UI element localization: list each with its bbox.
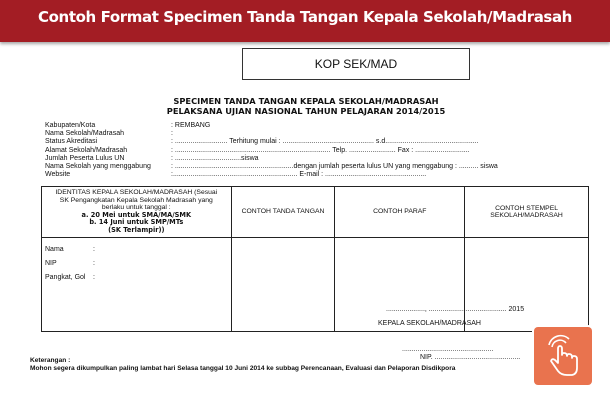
info-label: Nama Sekolah yang menggabung <box>45 162 151 170</box>
specimen-document <box>16 48 596 400</box>
person-row <box>45 271 228 285</box>
info-value: : ..................................siswa <box>171 154 259 162</box>
stamp-cell <box>465 237 589 331</box>
title-banner <box>0 0 610 42</box>
sign-date: ...................., ........................................ 2015 <box>386 306 525 313</box>
info-label: Website <box>45 171 71 179</box>
note-text: Mohon segera dikumpulkan paling lambat hari Selasa tanggal 10 Juni 2014 ke subbag Perencanaan, Evaluasi dan Pelaporan Disdikpora <box>30 365 456 372</box>
info-value: : <box>171 130 173 138</box>
table-header-row <box>42 187 589 238</box>
info-row <box>45 122 498 130</box>
stamp-column-header: CONTOH STEMPEL SEKOLAH/MADRASAH <box>465 187 589 238</box>
person-label: Nama <box>45 245 64 253</box>
sign-name-line: ............................................... <box>402 346 494 353</box>
identity-header <box>42 187 232 238</box>
person-value: : <box>93 259 95 267</box>
person-row <box>45 257 228 271</box>
info-value: : ........................... Terhitung mulai : ............................................... s.d................................................ <box>171 138 479 146</box>
banner-title: Contoh Format Specimen Tanda Tangan Kepala Sekolah/Madrasah <box>38 8 572 26</box>
table-row <box>42 237 589 331</box>
info-value: :................................................................ E-mail : .................................................... <box>171 171 427 179</box>
sign-title: KEPALA SEKOLAH/MADRASAH <box>378 320 481 327</box>
kop-box: KOP SEK/MAD <box>242 48 470 80</box>
info-value: : REMBANG <box>171 122 211 129</box>
info-label: Nama Sekolah/Madrasah <box>45 130 124 138</box>
person-label: NIP <box>45 259 57 267</box>
info-label: Status Akreditasi <box>45 138 98 146</box>
paraf-cell <box>335 237 465 331</box>
document-title: SPECIMEN TANDA TANGAN KEPALA SEKOLAH/MADRASAH <box>173 96 439 106</box>
info-row <box>45 155 498 163</box>
paraf-column-header: CONTOH PARAF <box>335 187 465 238</box>
sign-nip: NIP. ............................................ <box>420 354 521 361</box>
hand-tap-icon[interactable] <box>534 327 592 385</box>
identity-attachment: (SK Terlampir)) <box>108 225 165 234</box>
document-subtitle: PELAKSANA UJIAN NASIONAL TAHUN PELAJARAN 2014/2015 <box>166 106 446 116</box>
hand-tap-icon-glyph <box>534 327 592 385</box>
identity-date-a: a. 20 Mei untuk SMA/MA/SMK <box>81 210 192 219</box>
notes <box>30 357 455 373</box>
person-value: : <box>93 245 95 253</box>
info-row <box>45 163 498 171</box>
signature-column-header: CONTOH TANDA TANGAN <box>231 187 335 238</box>
school-info <box>45 122 498 179</box>
info-row <box>45 130 498 138</box>
identity-line: IDENTITAS KEPALA SEKOLAH/MADRASAH (Sesuai <box>55 189 218 196</box>
person-label: Pangkat, Gol <box>45 273 86 281</box>
person-row <box>45 243 228 257</box>
info-row <box>45 171 498 179</box>
signature-cell <box>231 237 335 331</box>
identity-line: SK Pengangkatan Kepala Sekolah Madrasah yang <box>59 196 213 204</box>
info-row <box>45 138 498 146</box>
identity-date-b: b. 14 Juni untuk SMP/MTs <box>89 218 184 227</box>
person-details <box>42 237 232 331</box>
identity-line: berlaku untuk tanggal : <box>101 204 171 212</box>
info-value: : .............................................................dengan jumlah peserta lulus UN yang menggabung : .......... siswa <box>171 162 498 170</box>
info-label: Jumlah Peserta Lulus UN <box>45 154 125 162</box>
info-value: : ................................................................................ Telp. ........................ Fax : ............................ <box>171 146 470 154</box>
info-label: Kabupaten/Kota <box>45 122 96 129</box>
note-title: Keterangan : <box>30 357 71 364</box>
info-label: Alamat Sekolah/Madrasah <box>45 146 128 154</box>
info-row <box>45 147 498 155</box>
person-value: : <box>93 273 95 281</box>
